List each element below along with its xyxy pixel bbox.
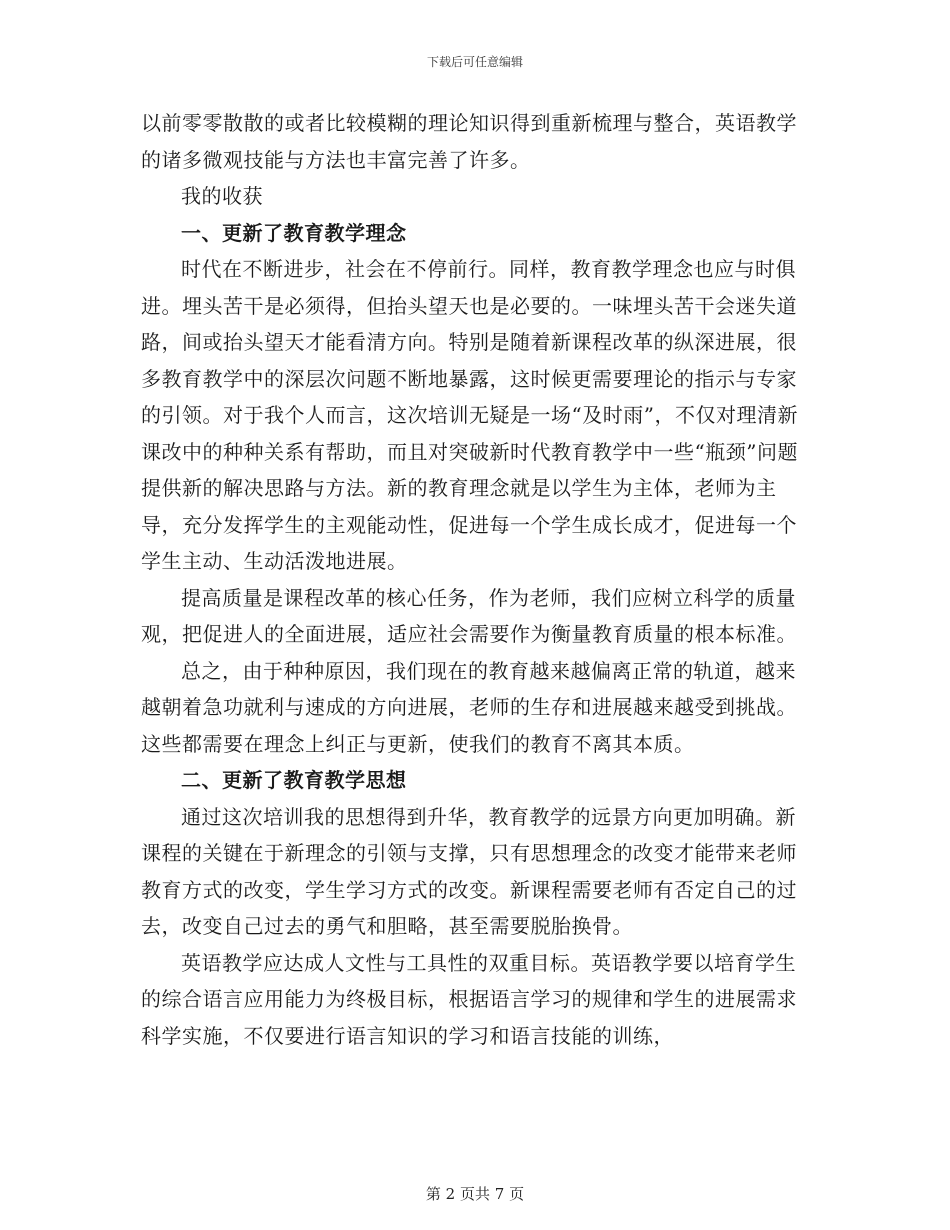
paragraph: 提高质量是课程改革的核心任务，作为老师，我们应树立科学的质量观，把促进人的全面进展，适应社会需要作为衡量教育质量的根本标准。 bbox=[141, 585, 797, 646]
section-label-harvest: 我的收获 bbox=[181, 184, 263, 208]
paragraph: 通过这次培训我的思想得到升华，教育教学的远景方向更加明确。新课程的关键在于新理念的引领与支撑，只有思想理念的改变才能带来老师教育方式的改变，学生学习方式的改变。新课程需要老师有否定自己的过去，改变自己过去的勇气和胆略，甚至需要脱胎换骨。 bbox=[141, 804, 797, 938]
paragraph: 英语教学应达成人文性与工具性的双重目标。英语教学要以培育学生的综合语言应用能力为终极目标，根据语言学习的规律和学生的进展需求科学实施，不仅要进行语言知识的学习和语言技能的训练， bbox=[141, 950, 797, 1048]
page-header: 下载后可任意编辑 bbox=[426, 55, 523, 69]
paragraph: 总之，由于种种原因，我们现在的教育越来越偏离正常的轨道，越来越朝着急功就利与速成的方向进展，老师的生存和进展越来越受到挑战。这些都需要在理念上纠正与更新，使我们的教育不离其本质。 bbox=[141, 658, 797, 756]
section-heading-2: 二、更新了教育教学思想 bbox=[181, 768, 407, 792]
document-body bbox=[141, 105, 811, 1054]
section-heading-1: 一、更新了教育教学理念 bbox=[181, 220, 407, 245]
page-footer: 第 2 页共 7 页 bbox=[425, 1185, 525, 1203]
paragraph-continuation: 以前零零散散的或者比较模糊的理论知识得到重新梳理与整合，英语教学的诸多微观技能与方法也丰富完善了许多。 bbox=[141, 111, 797, 172]
paragraph: 时代在不断进步，社会在不停前行。同样，教育教学理念也应与时俱进。埋头苦干是必须得，但抬头望天也是必要的。一味埋头苦干会迷失道路，间或抬头望天才能看清方向。特别是随着新课程改革的纵深进展，很多教育教学中的深层次问题不断地暴露，这时候更需要理论的指示与专家的引领。对于我个人而言，这次培训无疑是一场“及时雨”，不仅对理清新课改中的种种关系有帮助，而且对突破新时代教育教学中一些“瓶颈”问题提供新的解决思路与方法。新的教育理念就是以学生为主体，老师为主导，充分发挥学生的主观能动性，促进每一个学生成长成才，促进每一个学生主动、生动活泼地进展。 bbox=[141, 257, 798, 573]
